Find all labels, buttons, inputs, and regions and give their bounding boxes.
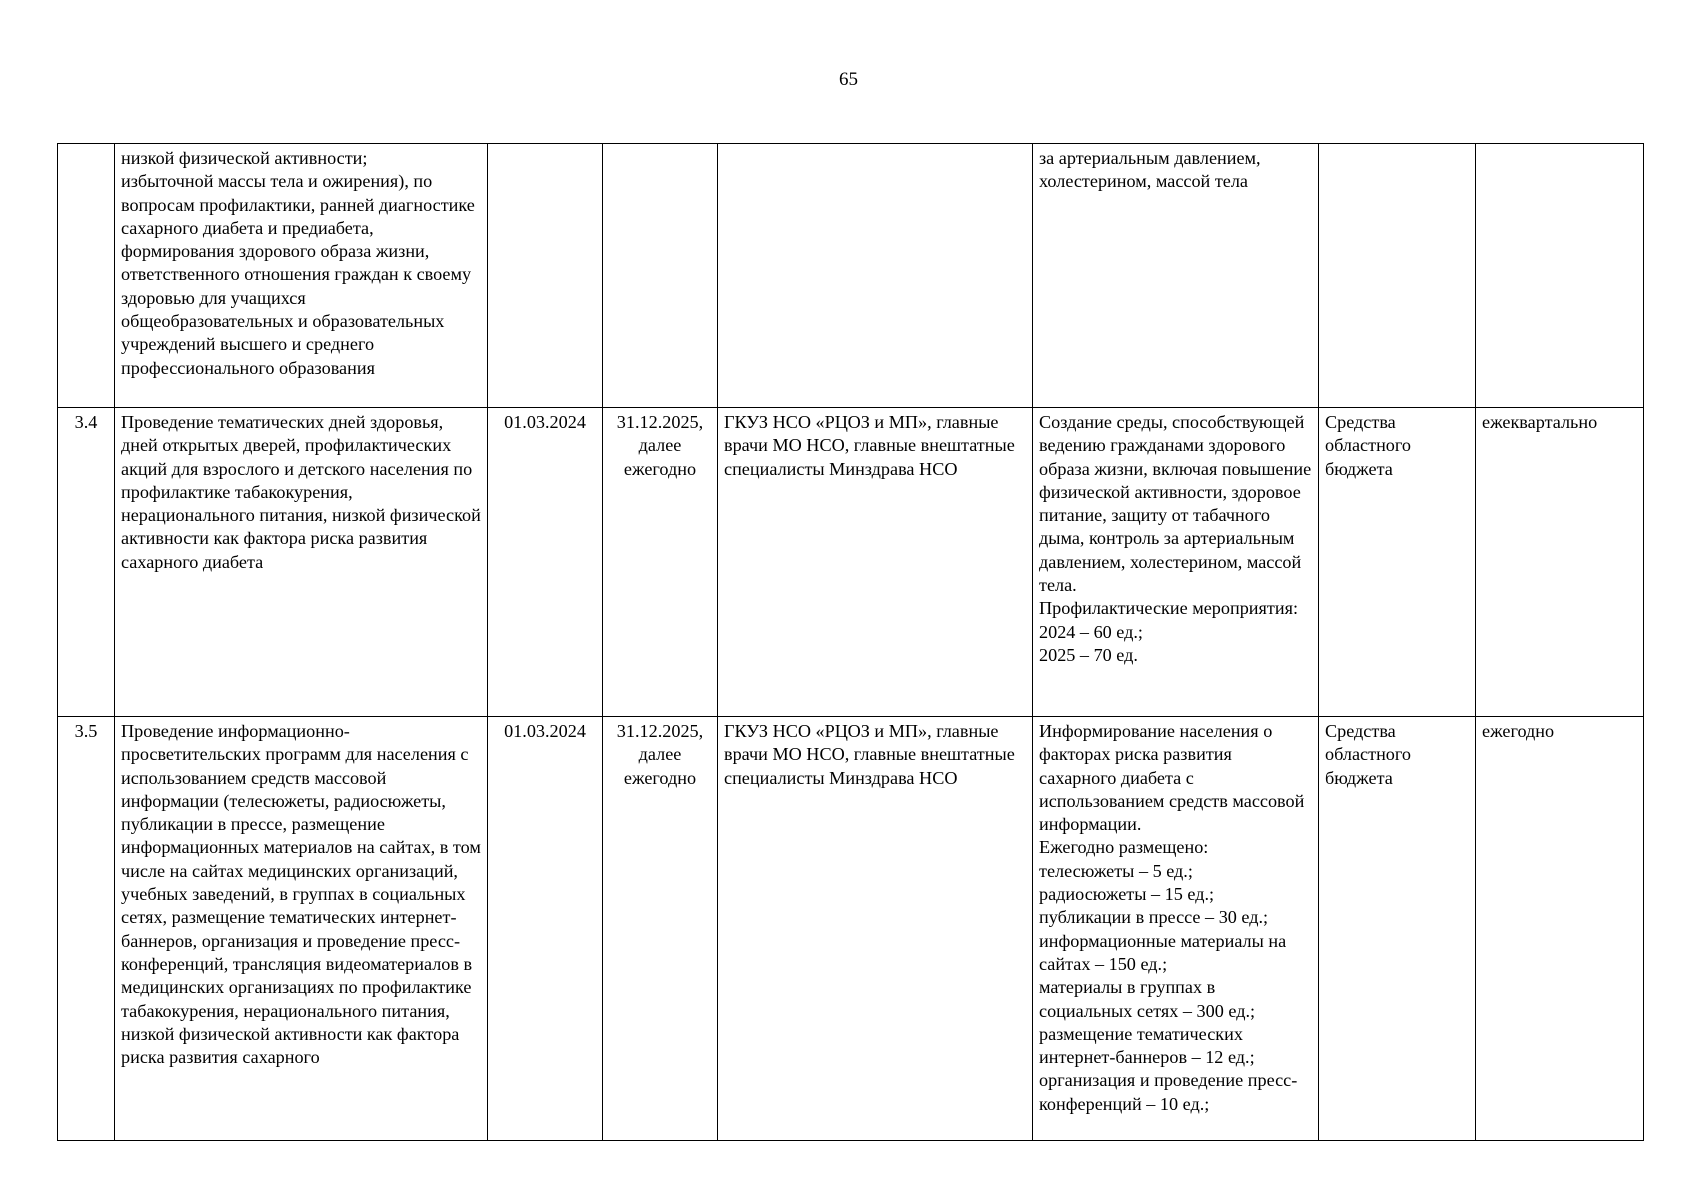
cell-start-date: 01.03.2024 bbox=[488, 408, 603, 717]
cell-frequency: ежеквартально bbox=[1476, 408, 1644, 717]
cell-start-date bbox=[488, 144, 603, 408]
cell-frequency: ежегодно bbox=[1476, 717, 1644, 1141]
cell-funding-source: Средства областного бюджета bbox=[1319, 717, 1476, 1141]
cell-action: Проведение тематических дней здоровья, дней открытых дверей, профилактических акций для взрослого и детского населения по профилактике табакокурения, нерационального питания, низкой физической активности как фактора риска развития сахарного диабета bbox=[115, 408, 488, 717]
cell-number: 3.5 bbox=[58, 717, 115, 1141]
cell-expected-result: за артериальным давлением, холестерином, массой тела bbox=[1033, 144, 1319, 408]
cell-end-date bbox=[603, 144, 718, 408]
cell-responsible bbox=[718, 144, 1033, 408]
cell-responsible: ГКУЗ НСО «РЦОЗ и МП», главные врачи МО НСО, главные внештатные специалисты Минздрава НСО bbox=[718, 717, 1033, 1141]
table-row bbox=[58, 408, 1644, 717]
page-number: 65 bbox=[839, 69, 858, 90]
cell-frequency bbox=[1476, 144, 1644, 408]
table-row bbox=[58, 717, 1644, 1141]
cell-action: низкой физической активности; избыточной массы тела и ожирения), по вопросам профилактики, ранней диагностике сахарного диабета и предиабета, формирования здорового образа жизни, ответственного отношения граждан к своему здоровью для учащихся общеобразовательных и образовательных учреждений высшего и среднего профессионального образования bbox=[115, 144, 488, 408]
cell-action: Проведение информационно-просветительских программ для населения с использованием средств массовой информации (телесюжеты, радиосюжеты, публикации в прессе, размещение информационных материалов на сайтах, в том числе на сайтах медицинских организаций, учебных заведений, в группах в социальных сетях, размещение тематических интернет-баннеров, организация и проведение пресс-конференций, трансляция видеоматериалов в медицинских организациях по профилактике табакокурения, нерационального питания, низкой физической активности как фактора риска развития сахарного bbox=[115, 717, 488, 1141]
cell-expected-result: Информирование населения о факторах риска развития сахарного диабета с использованием средств массовой информации. Ежегодно размещено: телесюжеты – 5 ед.; радиосюжеты – 15 ед.; публикации в прессе – 30 ед.; информационные материалы на сайтах – 150 ед.; материалы в группах в социальных сетях – 300 ед.; размещение тематических интернет-баннеров – 12 ед.; организация и проведение пресс-конференций – 10 ед.; bbox=[1033, 717, 1319, 1141]
cell-number: 3.4 bbox=[58, 408, 115, 717]
cell-funding-source bbox=[1319, 144, 1476, 408]
cell-end-date: 31.12.2025, далее ежегодно bbox=[603, 717, 718, 1141]
cell-responsible: ГКУЗ НСО «РЦОЗ и МП», главные врачи МО НСО, главные внештатные специалисты Минздрава НСО bbox=[718, 408, 1033, 717]
cell-start-date: 01.03.2024 bbox=[488, 717, 603, 1141]
cell-end-date: 31.12.2025, далее ежегодно bbox=[603, 408, 718, 717]
table-row bbox=[58, 144, 1644, 408]
action-plan-table bbox=[57, 143, 1644, 1141]
cell-number bbox=[58, 144, 115, 408]
cell-funding-source: Средства областного бюджета bbox=[1319, 408, 1476, 717]
cell-expected-result: Создание среды, способствующей ведению гражданами здорового образа жизни, включая повышение физической активности, здоровое питание, защиту от табачного дыма, контроль за артериальным давлением, холестерином, массой тела. Профилактические мероприятия: 2024 – 60 ед.; 2025 – 70 ед. bbox=[1033, 408, 1319, 717]
